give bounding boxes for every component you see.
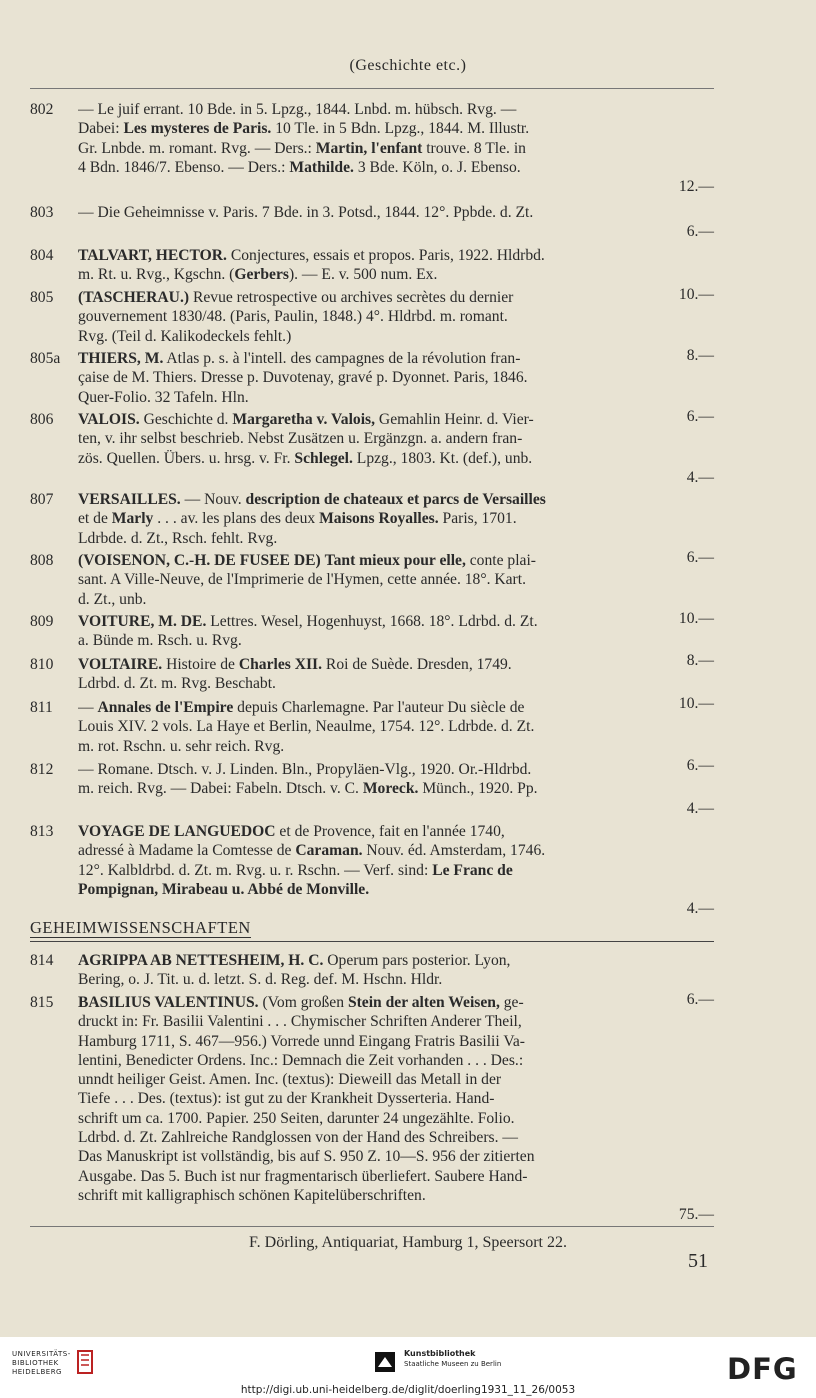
entry-line: VALOIS. Geschichte d. Margaretha v. Valois, Gemahlin Heinr. d. Vier-: [78, 411, 534, 428]
entry-price: 10.—: [678, 609, 714, 627]
entry-number: 803: [30, 204, 54, 221]
bold-term: description de chateaux et parcs de Versailles: [245, 491, 546, 508]
bold-term: Maisons Royalles.: [319, 510, 439, 528]
entry-price: 6.—: [686, 223, 714, 241]
footer-rule: [30, 1226, 714, 1227]
entry-price: 6.—: [686, 407, 714, 425]
entry-number: 808: [30, 552, 54, 569]
entry-price: 8.—: [686, 651, 714, 669]
bold-term: Martin, l'enfant: [315, 139, 423, 157]
entry-line: Gr. Lnbde. m. romant. Rvg. — Ders.: Martin, l'enfant trouve. 8 Tle. in: [78, 139, 526, 157]
section-rule: [30, 941, 714, 942]
bold-term: THIERS, M.: [78, 350, 164, 367]
entry-line: çaise de M. Thiers. Dresse p. Duvotenay, gravé p. Dyonnet. Paris, 1846.: [78, 369, 528, 387]
catalog-entry: [30, 203, 714, 242]
entry-text: [78, 100, 714, 196]
bold-term: VOYAGE DE LANGUEDOC: [78, 823, 276, 840]
entry-line: schrift mit kalligraphisch schönen Kapitelüberschriften.: [78, 1186, 426, 1204]
bold-term: VOITURE, M. DE.: [78, 613, 207, 630]
entry-line: m. rot. Rschn. u. sehr reich. Rvg.: [78, 737, 285, 755]
catalog-entry: [30, 993, 714, 1225]
entry-line: AGRIPPA AB NETTESHEIM, H. C. Operum pars posterior. Lyon,: [78, 952, 511, 969]
source-url[interactable]: http://digi.ub.uni-heidelberg.de/diglit/doerling1931_11_26/0053: [240, 1384, 576, 1396]
entry-number: 813: [30, 823, 54, 840]
bold-term: Margaretha v. Valois,: [232, 411, 376, 428]
catalog-entry: [30, 410, 714, 487]
entry-line: druckt in: Fr. Basilii Valentini . . . Chymischer Schriften Anderer Theil,: [78, 1013, 522, 1031]
entry-line: m. reich. Rvg. — Dabei: Fabeln. Dtsch. v. C. Moreck. Münch., 1920. Pp.: [78, 780, 538, 798]
entry-number: 815: [30, 994, 54, 1011]
entry-price: 75.—: [678, 1206, 714, 1224]
entry-price: 6.—: [686, 548, 714, 566]
entry-line: 4 Bdn. 1846/7. Ebenso. — Ders.: Mathilde. 3 Bde. Köln, o. J. Ebenso.: [78, 158, 521, 176]
entry-line: Ldrbd. d. Zt. Zahlreiche Randglossen von der Hand des Schreibers. —: [78, 1129, 518, 1147]
entry-number: 814: [30, 952, 54, 969]
bold-term: Charles XII.: [238, 656, 323, 673]
uni-line-1: UNIVERSITÄTS-: [12, 1350, 71, 1358]
bold-term: Les mysteres de Paris.: [123, 120, 272, 138]
entry-number: 812: [30, 761, 54, 778]
entry-number: 802: [30, 101, 54, 118]
entry-line: BASILIUS VALENTINUS. (Vom großen Stein der alten Weisen, ge-: [78, 994, 524, 1011]
entry-line: lentini, Benedicter Ordens. Inc.: Demnach die Zeit vorhanden . . . Des.:: [78, 1051, 524, 1069]
entry-line: Quer-Folio. 32 Tafeln. Hln.: [78, 388, 249, 406]
entry-line: ten, v. ihr selbst beschrieb. Nebst Zusätzen u. Ergänzgn. a. andern fran-: [78, 430, 523, 448]
entry-price: 12.—: [678, 178, 714, 196]
catalog-entry: [30, 822, 714, 918]
entry-price: 4.—: [686, 799, 714, 817]
entry-line: Bering, o. J. Tit. u. d. letzt. S. d. Reg. def. M. Hschn. Hldr.: [78, 971, 443, 989]
entry-price: 6.—: [686, 756, 714, 774]
entry-number: 809: [30, 613, 54, 630]
entry-line: Ldrbde. d. Zt., Rsch. fehlt. Rvg.: [78, 529, 278, 547]
bold-term: Tant mieux pour elle,: [324, 552, 466, 569]
bold-term: Pompignan, Mirabeau u. Abbé de Monville.: [78, 880, 370, 898]
page-footer: F. Dörling, Antiquariat, Hamburg 1, Speersort 22.: [249, 1234, 567, 1251]
entry-line: d. Zt., unb.: [78, 590, 147, 608]
entry-price: 10.—: [678, 285, 714, 303]
entry-line: — Die Geheimnisse v. Paris. 7 Bde. in 3. Potsd., 1844. 12°. Ppbde. d. Zt.: [78, 204, 534, 221]
uni-line-3: HEIDELBERG: [12, 1368, 62, 1376]
entry-line: schrift um ca. 1700. Papier. 250 Seiten, darunter 24 ungezählte. Folio.: [78, 1109, 515, 1127]
kb-title: Kunstbibliothek: [404, 1349, 476, 1358]
entry-text: [78, 203, 714, 242]
bold-term: (VOISENON, C.-H. DE FUSEE DE): [78, 552, 321, 569]
entry-line: zös. Quellen. Übers. u. hrsg. v. Fr. Schlegel. Lpzg., 1803. Kt. (def.), unb.: [78, 449, 533, 467]
entry-line: Ausgabe. Das 5. Buch ist nur fragmentarisch überliefert. Saubere Hand-: [78, 1167, 528, 1185]
uni-line-2: BIBLIOTHEK: [12, 1359, 59, 1367]
page-number: 51: [688, 1250, 708, 1272]
entry-line: Dabei: Les mysteres de Paris. 10 Tle. in 5 Bdn. Lpzg., 1844. M. Illustr.: [78, 120, 530, 138]
entry-text: [78, 993, 714, 1225]
bold-term: VALOIS.: [78, 411, 140, 428]
bold-term: Le Franc de: [432, 861, 513, 879]
library-bar: [0, 1337, 816, 1398]
entry-number: 805: [30, 289, 54, 306]
entry-line: TALVART, HECTOR. Conjectures, essais et propos. Paris, 1922. Hldrbd.: [78, 247, 545, 264]
university-library-label: [12, 1350, 71, 1377]
entry-line: m. Rt. u. Rvg., Kgschn. (Gerbers). — E. v. 500 num. Ex.: [78, 266, 438, 284]
entry-line: VOITURE, M. DE. Lettres. Wesel, Hogenhuyst, 1668. 18°. Ldrbd. d. Zt.: [78, 613, 538, 630]
dfg-logo: DFG: [727, 1352, 798, 1386]
entry-line: Das Manuskript ist vollständig, bis auf S. 950 Z. 10—S. 956 der zitierten: [78, 1148, 535, 1166]
bold-term: Marly: [111, 510, 154, 528]
entry-line: [78, 880, 714, 899]
entry-number: 810: [30, 656, 54, 673]
kunstbibliothek-label: [404, 1349, 501, 1369]
entry-line: VERSAILLES. — Nouv. description de chateaux et parcs de Versailles: [78, 491, 546, 508]
entry-price: 4.—: [686, 468, 714, 486]
entry-line: Hamburg 1711, S. 467—956.) Vorrede unnd Eingang Fratris Basilii Va-: [78, 1032, 525, 1050]
kb-subtitle: Staatliche Museen zu Berlin: [404, 1360, 502, 1368]
entry-line: (TASCHERAU.) Revue retrospective ou archives secrètes du dernier: [78, 289, 514, 306]
entry-number: 805a: [30, 350, 61, 367]
entry-line: Rvg. (Teil d. Kalikodeckels fehlt.): [78, 327, 292, 345]
entry-line: — Le juif errant. 10 Bde. in 5. Lpzg., 1844. Lnbd. m. hübsch. Rvg. —: [78, 101, 517, 118]
bold-term: Mathilde.: [289, 158, 354, 176]
bold-term: BASILIUS VALENTINUS.: [78, 994, 259, 1011]
entry-number: 804: [30, 247, 54, 264]
kunstbibliothek-logo-icon: [375, 1352, 395, 1372]
entry-line: adressé à Madame la Comtesse de Caraman. Nouv. éd. Amsterdam, 1746.: [78, 842, 546, 860]
entry-number: 807: [30, 491, 54, 508]
entry-line: Louis XIV. 2 vols. La Haye et Berlin, Neaulme, 1754. 12°. Ldrbde. d. Zt.: [78, 718, 535, 736]
entry-number: 806: [30, 411, 54, 428]
bold-term: TALVART, HECTOR.: [78, 247, 227, 264]
entry-line: (VOISENON, C.-H. DE FUSEE DE) Tant mieux pour elle, conte plai-: [78, 552, 537, 569]
bold-term: VOLTAIRE.: [78, 656, 163, 673]
bold-term: Schlegel.: [294, 449, 353, 467]
section-title: GEHEIMWISSENSCHAFTEN: [30, 918, 251, 937]
entry-price: 8.—: [686, 346, 714, 364]
catalog-entry: [30, 760, 714, 818]
catalog-entry: [30, 100, 714, 196]
entry-price: 6.—: [686, 990, 714, 1008]
page-header: (Geschichte etc.): [349, 57, 467, 74]
entry-text: [78, 822, 714, 918]
entry-line: sant. A Ville-Neuve, de l'Imprimerie de l'Hymen, cette année. 18°. Kart.: [78, 571, 526, 589]
entry-line: a. Bünde m. Rsch. u. Rvg.: [78, 632, 242, 650]
bold-term: VERSAILLES.: [78, 491, 181, 508]
entry-text: [78, 760, 714, 818]
entry-line: VOYAGE DE LANGUEDOC et de Provence, fait en l'année 1740,: [78, 823, 505, 840]
bold-term: Stein der alten Weisen,: [347, 994, 500, 1011]
entry-line: Ldrbd. d. Zt. m. Rvg. Beschabt.: [78, 675, 276, 693]
entry-line: 12°. Kalbldrbd. d. Zt. m. Rvg. u. r. Rschn. — Verf. sind: Le Franc de: [78, 861, 513, 879]
entry-line: Tiefe . . . Des. (textus): ist gut zu der Krankheit Dysserteria. Hand-: [78, 1090, 495, 1108]
bold-term: AGRIPPA AB NETTESHEIM, H. C.: [78, 952, 324, 969]
bold-term: (TASCHERAU.): [78, 289, 190, 306]
entry-price: 4.—: [686, 900, 714, 918]
heidelberg-logo-icon: [74, 1349, 96, 1375]
entry-price: 10.—: [678, 694, 714, 712]
bold-term: Gerbers: [234, 266, 289, 284]
entry-number: 811: [30, 699, 53, 716]
entry-line: gouvernement 1830/48. (Paris, Paulin, 1848.) 4°. Hldrbd. m. romant.: [78, 308, 508, 326]
bold-term: Annales de l'Empire: [97, 699, 234, 716]
entry-text: [78, 410, 714, 487]
entry-line: — Romane. Dtsch. v. J. Linden. Bln., Propyläen-Vlg., 1920. Or.-Hldrbd.: [78, 761, 532, 778]
entry-line: THIERS, M. Atlas p. s. à l'intell. des campagnes de la révolution fran-: [78, 350, 521, 367]
entry-line: — Annales de l'Empire depuis Charlemagne. Par l'auteur Du siècle de: [78, 699, 525, 716]
entry-line: et de Marly . . . av. les plans des deux Maisons Royalles. Paris, 1701.: [78, 510, 517, 528]
bold-term: Moreck.: [362, 780, 419, 798]
entry-line: unndt heiliger Geist. Amen. Inc. (textus): Dieweill das Metall in der: [78, 1071, 502, 1089]
header-rule: [30, 88, 714, 89]
entry-line: VOLTAIRE. Histoire de Charles XII. Roi de Suède. Dresden, 1749.: [78, 656, 512, 673]
bold-term: Caraman.: [295, 842, 363, 860]
